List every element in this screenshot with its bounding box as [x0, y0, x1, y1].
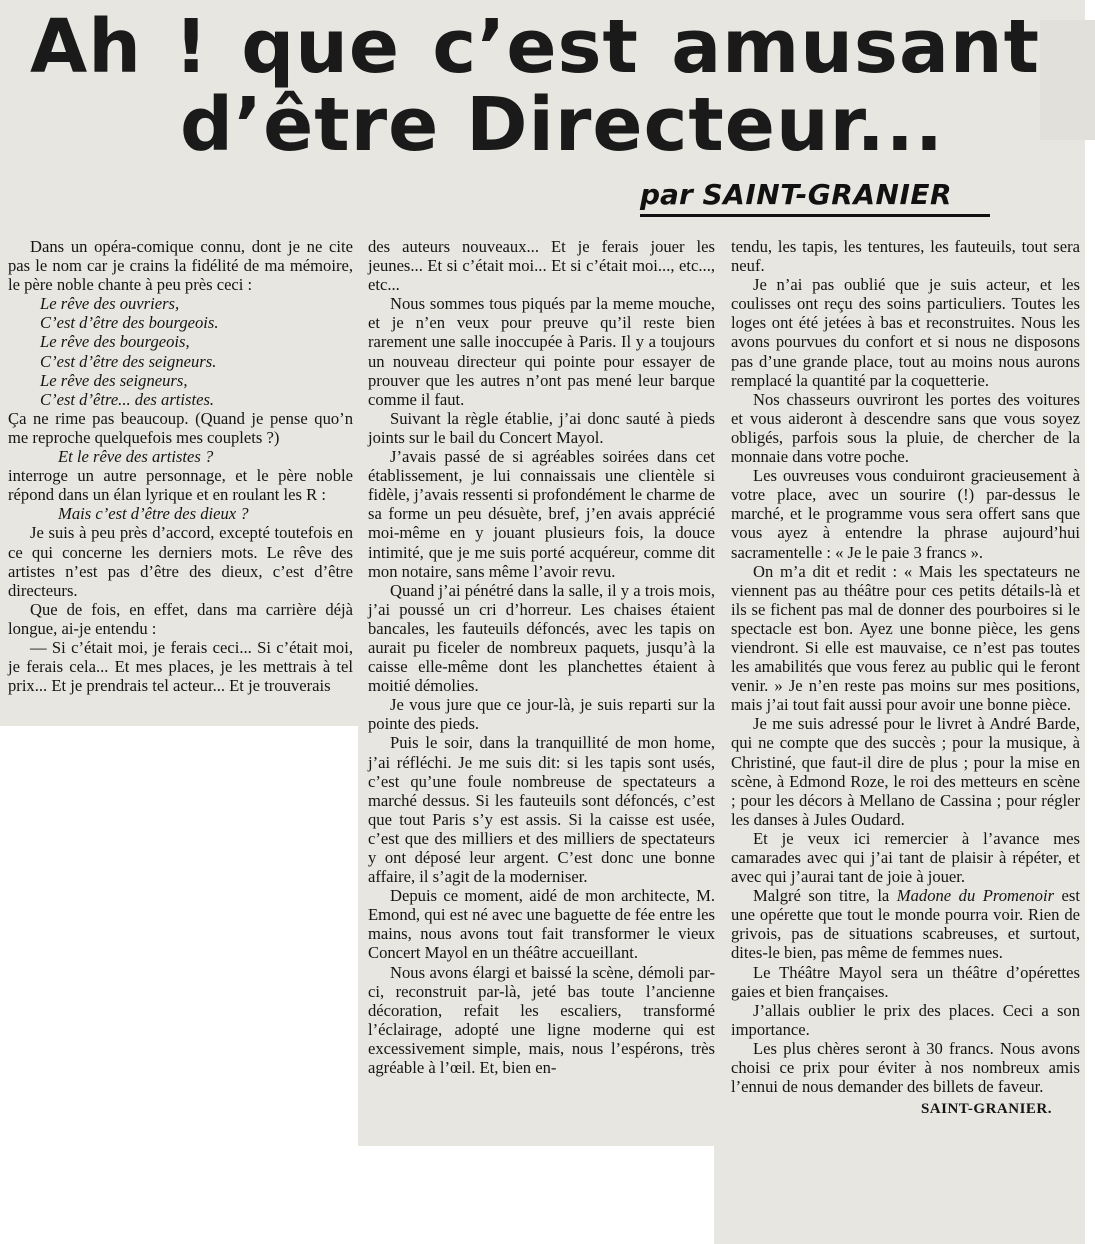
- paragraph: J’avais passé de si agréables soirées dans cet établissement, je lui connaissais une clientèle si fidèle, j’avais ressenti si profondément le charme de sa forme un peu désuète, bref, j’en avais apprécié moi-même en y jouant plusieurs fois, la douce intimité, que je me suis porté acquéreur, comme dit mon notaire, sans même l’avoir revu.: [368, 447, 715, 581]
- paragraph: Les plus chères seront à 30 francs. Nous avons choisi ce prix pour éviter à nos nombreux amis l’ennui de nous demander des billets de faveur.: [731, 1038, 1080, 1097]
- paragraph: des auteurs nouveaux... Et je ferais jouer les jeunes... Et si c’était moi... Et si c’était moi..., etc..., etc...: [368, 237, 715, 295]
- paragraph: Les ouvreuses vous conduiront gracieusement à votre place, avec un sourire (!) par-dessus le marché, et le programme vous sera offert sans que vous ayez à entendre la phrase aujourd’hui sacramentelle : « Je le paie 3 francs ».: [731, 466, 1080, 562]
- paragraph: Nous sommes tous piqués par la meme mouche, et je n’en veux pour preuve qu’il reste bien rarement une salle inoccupée à Paris. Il y a toujours un nouveau directeur qui pointe pour essayer de prouver que les autres n’ont pas mené leur barque comme il faut.: [368, 294, 715, 409]
- paragraph: Dans un opéra-comique connu, dont je ne cite pas le nom car je crains la fidélité de ma mémoire, le père noble chante à peu près ceci :: [8, 237, 353, 295]
- byline-author: SAINT-GRANIER: [702, 178, 953, 211]
- paragraph: interroge un autre personnage, et le père noble répond dans un élan lyrique et en roulant les R :: [8, 466, 353, 505]
- byline-prefix: par: [640, 178, 693, 211]
- verse-line: C’est d’être des bourgeois.: [40, 313, 219, 333]
- paragraph: Que de fois, en effet, dans ma carrière déjà longue, ai-je entendu :: [8, 599, 353, 638]
- song-verse: [8, 294, 353, 409]
- byline: [640, 178, 952, 211]
- background-cutout-right: [1085, 0, 1095, 1244]
- verse-line: Le rêve des bourgeois,: [40, 332, 190, 352]
- paragraph: tendu, les tapis, les tentures, les fauteuils, tout sera neuf.: [731, 237, 1080, 276]
- quoted-line: Mais c’est d’être des dieux ?: [58, 504, 249, 524]
- headline-line-1: [30, 4, 1040, 90]
- paragraph: Puis le soir, dans la tranquillité de mon home, j’ai réfléchi. Je me suis dit: si les tapis sont usés, c’est qu’une foule nombreuse de spectateurs a marché dessus. Si les fauteuils sont défoncés, c’est que tout Paris s’y est assis. Si la caisse est usée, c’est que des milliers et des milliers de spectateurs y ont déposé leur argent. C’est donc une bonne affaire, il s’agit de la moderniser.: [368, 733, 715, 887]
- paragraph: On m’a dit et redit : « Mais les spectateurs ne viennent pas au théâtre pour ces petits détails-là et ils se fichent pas mal de donner des pourboires si le spectacle est bon. Ayez une bonne pièce, les gens viendront. Si elle est mauvaise, ce n’est pas toutes les amabilités que vous ferez au public qui le feront venir. » Je n’en reste pas moins sur mes positions, mais j’ai tout fait aussi pour avoir une bonne pièce.: [731, 561, 1080, 715]
- operetta-title: Madone du Promenoir: [896, 886, 1055, 906]
- article-column-1: [8, 237, 353, 695]
- paragraph: Je vous jure que ce jour-là, je suis reparti sur la pointe des pieds.: [368, 695, 715, 734]
- paragraph: Et je veux ici remercier à l’avance mes camarades avec qui j’ai tant de plaisir à répéter, et avec qui j’aurai tant de joie à jouer.: [731, 828, 1080, 887]
- paragraph: Nous avons élargi et baissé la scène, démoli par-ci, reconstruit par-là, jeté bas toute l’ancienne décoration, refait les escaliers, transformé l’éclairage, adopté une ligne moderne qui est excessivement simple, mais, nous l’espérons, très agréable à l’œil. Et, bien en-: [368, 962, 715, 1078]
- background-cutout-middle: [358, 1146, 714, 1244]
- headline-line-2: d’être Directeur...: [180, 82, 944, 168]
- paragraph: Ça ne rime pas beaucoup. (Quand je pense quo’n me reproche quelquefois mes couplets ?): [8, 408, 353, 447]
- headline-word: !: [174, 4, 209, 90]
- signature: SAINT-GRANIER.: [920, 1101, 1052, 1118]
- paragraph: Le Théâtre Mayol sera un théâtre d’opérettes gaies et bien françaises.: [731, 962, 1080, 1001]
- paragraph: Je suis à peu près d’accord, excepté toutefois en ce qui concerne les derniers mots. Le rêve des artistes n’est pas d’être des dieux, c’est d’être directeurs.: [8, 523, 353, 600]
- article-column-3: [731, 237, 1080, 1119]
- paragraph: — Si c’était moi, je ferais ceci... Si c’était moi, je ferais cela... Et mes places, je les mettrais à tel prix... Et je prendrais tel acteur... Et je trouverais: [8, 637, 353, 696]
- verse-line: C’est d’être des seigneurs.: [40, 351, 217, 371]
- article-headline: [30, 4, 1040, 168]
- headline-word: c’est: [432, 4, 639, 90]
- text-run: Malgré son titre, la: [753, 886, 897, 906]
- verse-line: Le rêve des ouvriers,: [40, 294, 180, 314]
- verse-line: C’est d’être... des artistes.: [40, 389, 215, 409]
- paragraph: J’allais oublier le prix des places. Ceci a son importance.: [731, 1000, 1080, 1039]
- article-column-2: [368, 237, 715, 1077]
- paragraph: [731, 886, 1080, 962]
- quoted-line: Et le rêve des artistes ?: [58, 447, 214, 467]
- byline-underline: [640, 214, 990, 217]
- paragraph: Nos chasseurs ouvriront les portes des voitures et vous aideront à descendre sans que vous soyez obligés, parfois sous la pluie, de chercher de la monnaie dans votre poche.: [731, 389, 1080, 467]
- background-cutout-left: [0, 726, 358, 1244]
- headline-word: amusant: [671, 4, 1040, 90]
- paragraph: Quand j’ai pénétré dans la salle, il y a trois mois, j’ai poussé un cri d’horreur. Les chaises étaient bancales, les fauteuils défoncés, avec les tapis on aurait pu ficeler de nombreux paquets, jusqu’à la caisse elle-même dont les planchettes étaient à moitié démolies.: [368, 580, 715, 696]
- adjacent-article-fragment: [1040, 20, 1095, 140]
- headline-word: Ah: [30, 4, 142, 90]
- text-run: est une opérette que tout le monde pourra voir. Rien de grivois, pas de situations scabreuses, et surtout, dites-le bien, pas même de femmes nues.: [731, 886, 1080, 963]
- paragraph: Je me suis adressé pour le livret à André Barde, qui ne compte que des succès ; pour la musique, à Christiné, que faut-il dire de plus ; pour la mise en scène, à Edmond Roze, le roi des metteurs en scène ; pour les décors à Mellano de Cassina ; pour régler les danses à Jules Oudard.: [731, 714, 1080, 829]
- verse-line: Le rêve des seigneurs,: [40, 370, 188, 390]
- headline-word: que: [241, 4, 401, 90]
- paragraph: Je n’ai pas oublié que je suis acteur, et les coulisses ont reçu des soins particuliers. Toutes les loges ont été jetées à bas et reconstruites. Nous les avons pourvues du confort et si nous ne disposons pas d’une grande place, tout au moins nous aurons remplacé la quantité par la coquetterie.: [731, 275, 1080, 390]
- paragraph: Depuis ce moment, aidé de mon architecte, M. Emond, qui est né avec une baguette de fée entre les mains, nous avons tout fait transformer le vieux Concert Mayol en un théâtre accueillant.: [368, 886, 715, 963]
- paragraph: Suivant la règle établie, j’ai donc sauté à pieds joints sur le bail du Concert Mayol.: [368, 408, 715, 447]
